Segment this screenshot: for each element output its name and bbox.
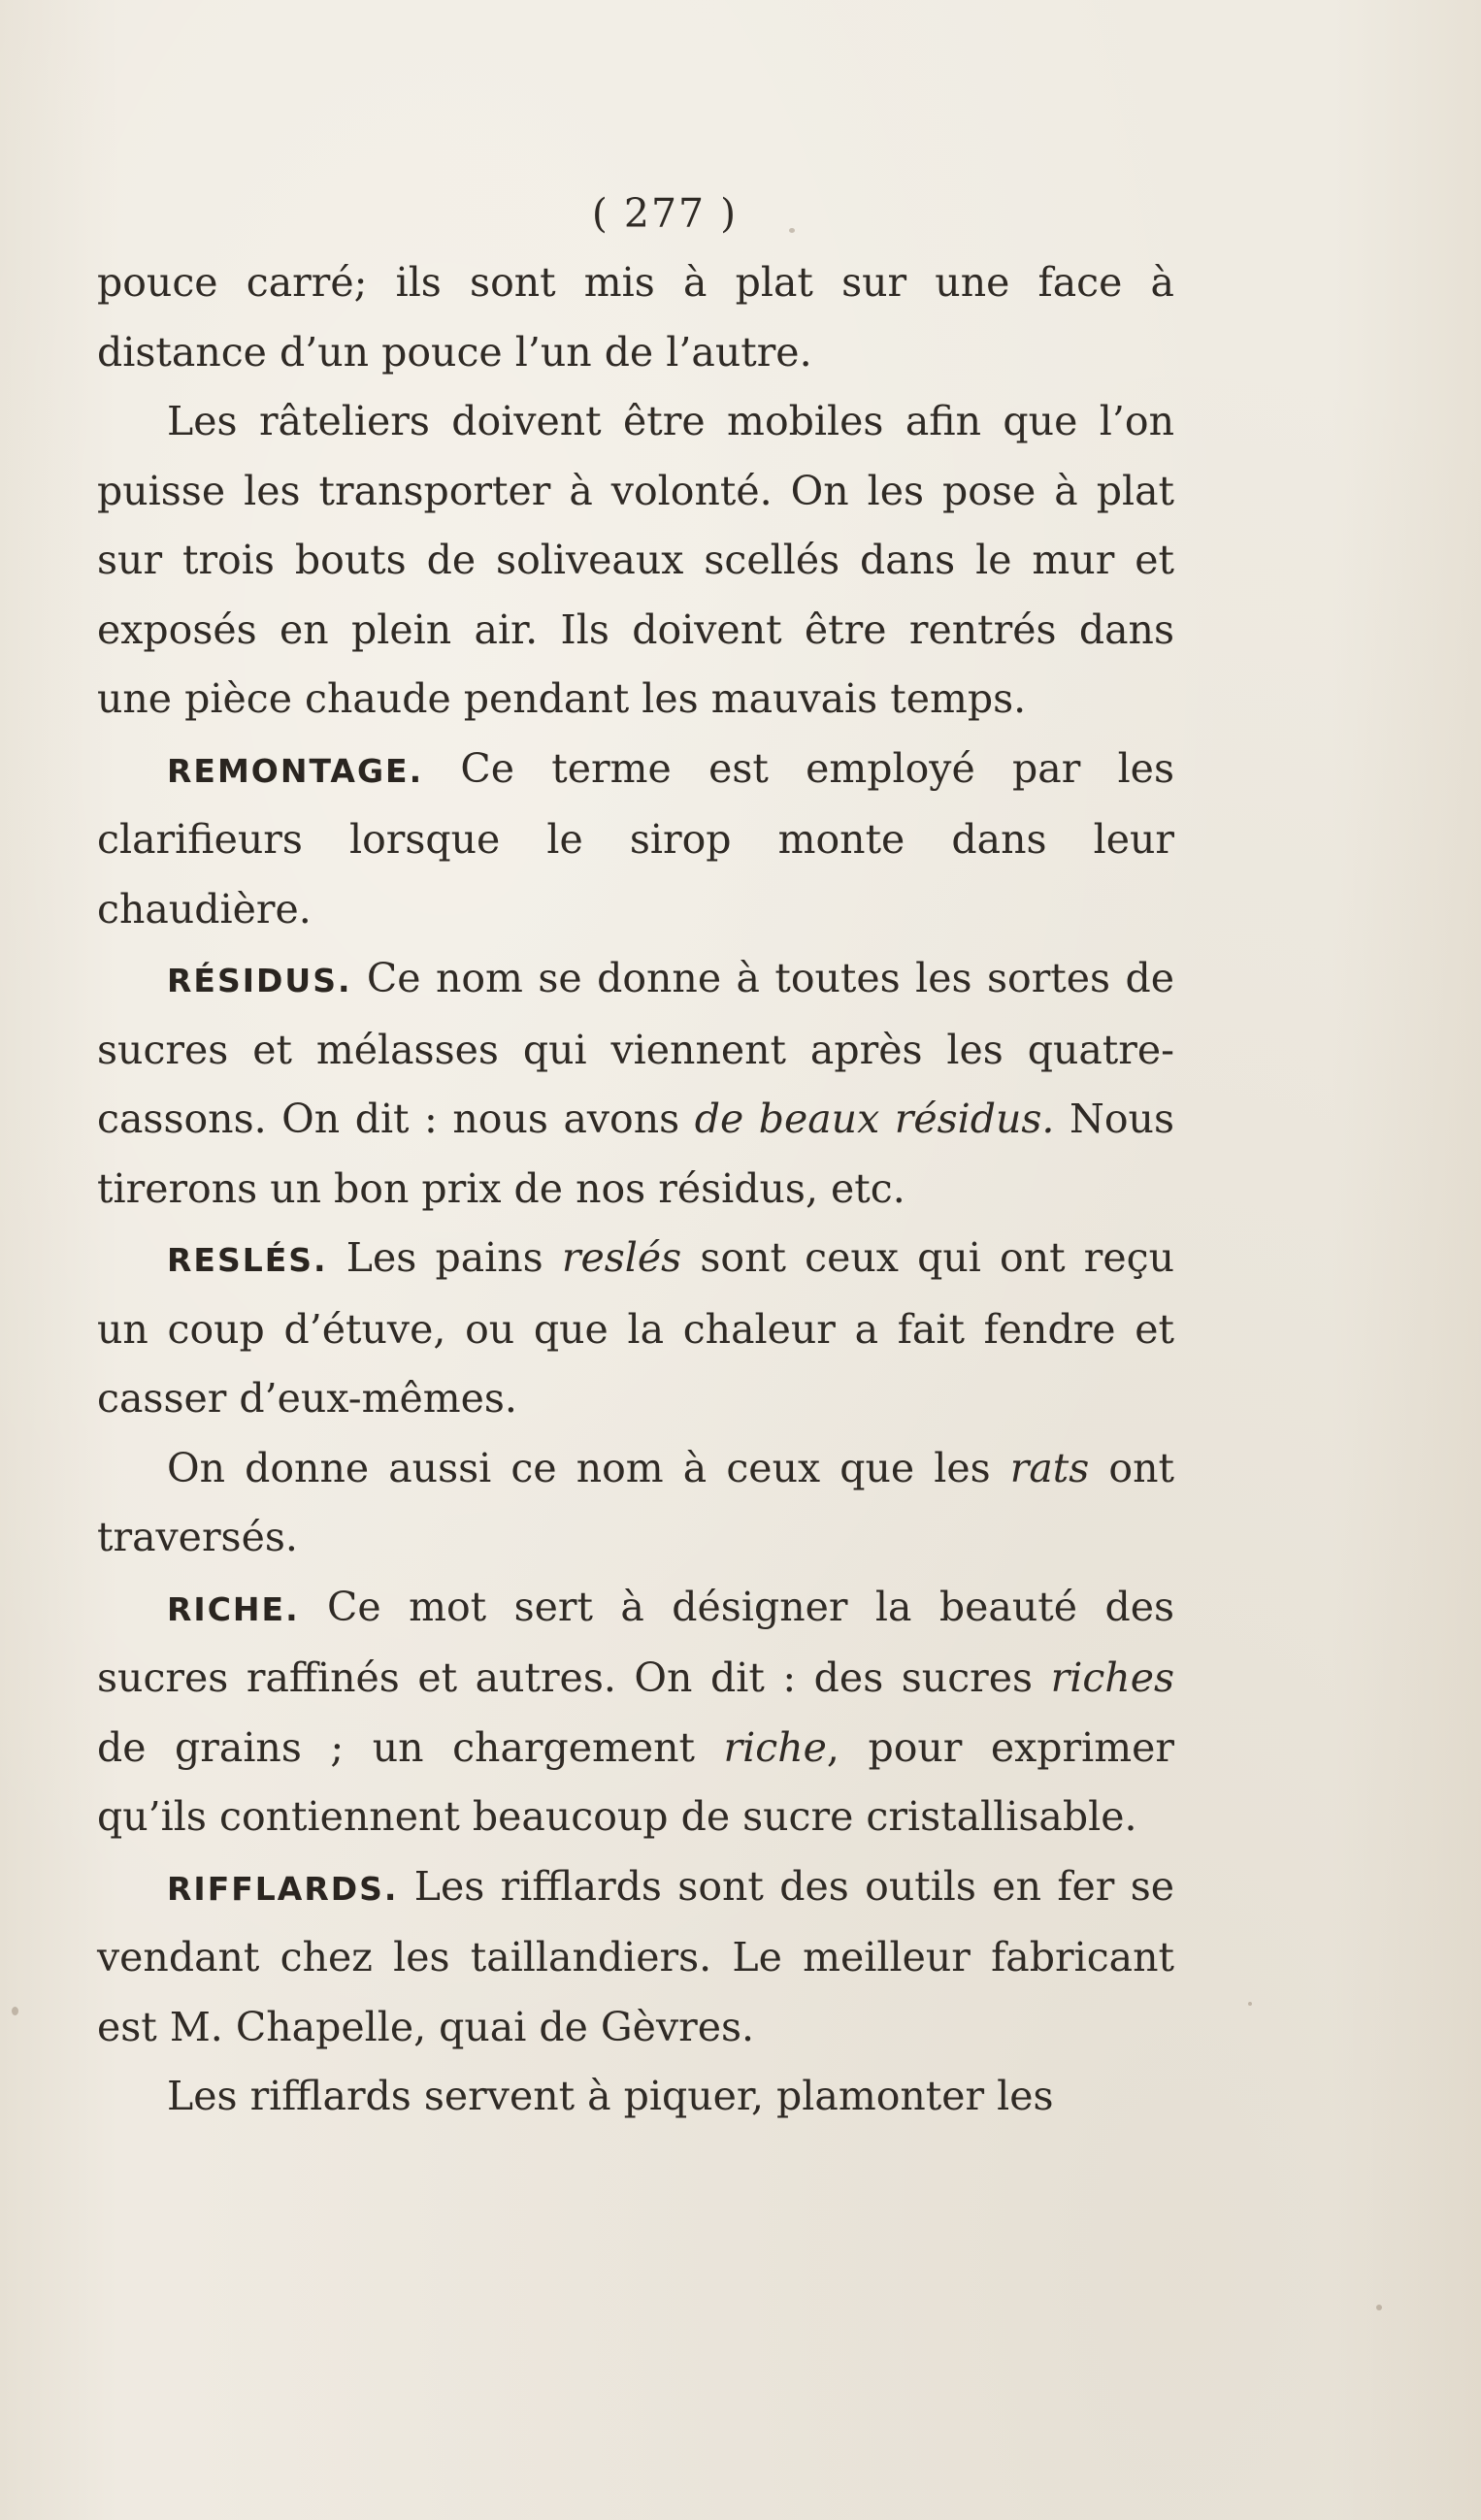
paper-speck xyxy=(12,2007,18,2015)
body-text: Nous tirerons un bon prix de nos résidus, etc. xyxy=(97,1096,1174,1212)
body-text: Ce mot sert à désigner la beauté des sucres raffinés et autres. On dit : des sucres xyxy=(97,1583,1174,1701)
paragraph-rifflards-usage xyxy=(97,2062,1174,2132)
entry-term: RESLÉS. xyxy=(167,1241,328,1279)
body-text: Les rifflards sont des outils en fer se vendant chez les taillandiers. Le meilleur fabricant est M. Chapelle, quai de Gèvres. xyxy=(97,1862,1174,2050)
entry-term: RIFFLARDS. xyxy=(167,1869,399,1908)
page-text xyxy=(97,184,1174,2132)
page-number: ( 277 ) xyxy=(591,190,739,237)
body-text: pouce carré; ils sont mis à plat sur une face à distance d’un pouce l’un de l’autre. xyxy=(97,259,1174,376)
italic-text: reslés xyxy=(561,1234,682,1281)
entry-term: RÉSIDUS. xyxy=(167,962,352,999)
italic-text: de beaux résidus. xyxy=(694,1096,1055,1142)
paper-speck xyxy=(1248,2002,1252,2006)
paragraph-rats xyxy=(97,1434,1174,1573)
body-text: On donne aussi ce nom à ceux que les xyxy=(167,1444,1010,1491)
italic-text: rats xyxy=(1009,1444,1090,1491)
paper-speck xyxy=(1376,2305,1382,2310)
italic-text: riche xyxy=(723,1723,827,1771)
body-text: sont ceux qui ont reçu un coup d’étuve, ou que la chaleur a fait fendre et casser d’eux-mêmes. xyxy=(97,1234,1174,1422)
body-text: Les râteliers doivent être mobiles afin que l’on puisse les transporter à volonté. On les pose à plat sur trois bouts de soliveaux scellés dans le mur et exposés en plein air. Ils doivent être rentrés dans une pièce chaude pendant les mauvais temps. xyxy=(97,398,1174,722)
entry-remontage xyxy=(97,735,1174,945)
entry-term: RICHE. xyxy=(167,1589,300,1628)
entry-rifflards xyxy=(97,1852,1174,2063)
body-text: Ce nom se donne à toutes les sortes de sucres et mélasses qui viennent après les quatre-cassons. On dit : nous avons xyxy=(97,955,1174,1142)
body-text: Ce terme est employé par les clarifieurs lorsque le sirop monte dans leur chaudière. xyxy=(97,744,1174,933)
entry-resles xyxy=(97,1224,1174,1434)
italic-text: riches xyxy=(1050,1654,1174,1701)
entry-riche xyxy=(97,1573,1174,1852)
entry-residus xyxy=(97,944,1174,1224)
paragraph-continuation xyxy=(97,248,1174,387)
paragraph-rateliers xyxy=(97,387,1174,735)
body-text: ont traversés. xyxy=(97,1444,1174,1560)
body-text: Les rifflards servent à piquer, plamonter les xyxy=(167,2073,1054,2119)
body-text: , pour exprimer qu’ils contiennent beaucoup de sucre cristallisable. xyxy=(97,1723,1174,1840)
body-text: de grains ; un chargement xyxy=(97,1723,724,1771)
entry-term: REMONTAGE. xyxy=(167,751,424,790)
body-text: Les pains xyxy=(327,1234,562,1281)
